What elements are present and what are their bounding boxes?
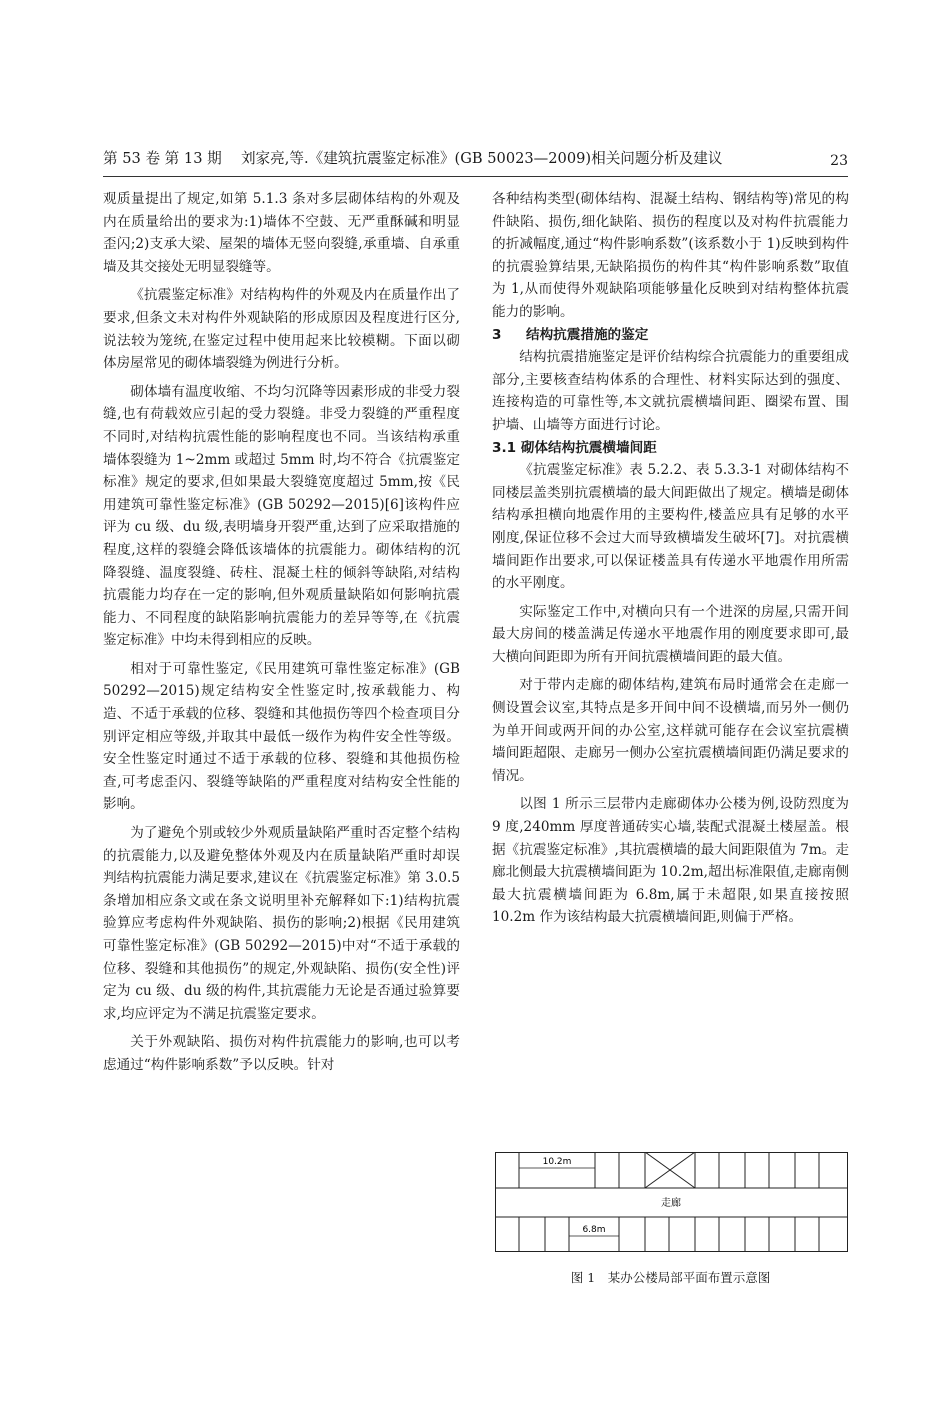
dimension-top-label: 10.2m xyxy=(542,1157,572,1167)
left-paragraph-1: 观质量提出了规定,如第 5.1.3 条对多层砌体结构的外观及内在质量给出的要求为:1)墙体不空鼓、无严重酥碱和明显歪闪;2)支承大梁、屋架的墙体无竖向裂缝,承重墙、自承重墙及其交接处无明显裂缝等。 xyxy=(103,191,460,275)
floor-plan-diagram xyxy=(495,1152,848,1252)
section-3-1-paragraph-3: 对于带内走廊的砌体结构,建筑布局时通常会在走廊一侧设置会议室,其特点是多开间中间不设横墙,而另外一侧仍为单开间或两开间的办公室,这样就可能存在会议室抗震横墙间距超限、走廊另一侧办公室抗震横墙间距仍满足要求的情况。 xyxy=(492,677,849,784)
section-3-paragraph: 结构抗震措施鉴定是评价结构综合抗震能力的重要组成部分,主要核查结构体系的合理性、材料实际达到的强度、连接构造的可靠性等,本文就抗震横墙间距、圈梁布置、围护墙、山墙等方面进行讨论。 xyxy=(492,349,849,433)
left-column xyxy=(103,188,460,1077)
journal-header-text: 第 53 卷 第 13 期 刘家亮,等.《建筑抗震鉴定标准》(GB 50023—2009)相关问题分析及建议 xyxy=(103,150,723,167)
section-3-number: 3 xyxy=(492,326,502,343)
section-3-1-paragraph-1: 《抗震鉴定标准》表 5.2.2、表 5.3.3-1 对砌体结构不同楼层盖类别抗震横墙的最大间距做出了规定。横墙是砌体结构承担横向地震作用的主要构件,楼盖应具有足够的水平刚度,保证位移不会过大而导致横墙发生破坏[7]。对抗震横墙间距作出要求,可以保证楼盖具有传递水平地震作用所需的水平刚度。 xyxy=(492,462,849,592)
page-number: 23 xyxy=(830,153,848,169)
corridor-label: 走廊 xyxy=(661,1198,681,1209)
right-paragraph-continuation: 各种结构类型(砌体结构、混凝土结构、钢结构等)常见的构件缺陷、损伤,细化缺陷、损伤的程度以及对构件抗震能力的折减幅度,通过“构件影响系数”(该系数小于 1)反映到构件的抗震验算结果,无缺陷损伤的构件其“构件影响系数”取值为 1,从而使得外观缺陷项能够量化反映到对结构整体抗震能力的影响。 xyxy=(492,191,849,320)
left-paragraph-4: 相对于可靠性鉴定,《民用建筑可靠性鉴定标准》(GB 50292—2015)规定结构安全性鉴定时,按承载能力、构造、不适于承载的位移、裂缝和其他损伤等四个检查项目分别评定相应等级,并取其中最低一级作为构件安全性等级。安全性鉴定时通过不适于承载的位移、裂缝和其他损伤检查,可考虑歪闪、裂缝等缺陷的严重程度对结构安全性能的影响。 xyxy=(103,660,460,813)
section-3-1-paragraph-4: 以图 1 所示三层带内走廊砌体办公楼为例,设防烈度为 9 度,240mm 厚度普通砖实心墙,装配式混凝土楼屋盖。根据《抗震鉴定标准》,其抗震横墙的最大间距限值为 7m。走廊北侧最大抗震横墙间距为 10.2m,超出标准限值,走廊南侧最大抗震横墙间距为 6.8m,属于未超限,如果直接按照 10.2m 作为该结构最大抗震横墙间距,则偏于严格。 xyxy=(492,796,849,926)
section-3-1-heading: 3.1 砌体结构抗震横墙间距 xyxy=(492,439,657,456)
header-rule xyxy=(103,176,848,177)
running-header xyxy=(103,146,848,172)
stair-cross-mark xyxy=(645,1152,695,1188)
right-column xyxy=(492,188,849,929)
section-3-heading xyxy=(492,324,849,347)
left-paragraph-3: 砌体墙有温度收缩、不均匀沉降等因素形成的非受力裂缝,也有荷载效应引起的受力裂缝。非受力裂缝的严重程度不同时,对结构抗震性能的影响程度也不同。当该结构承重墙体裂缝为 1~2mm 或超过 5mm 时,均不符合《抗震鉴定标准》规定的要求,但如果最大裂缝宽度超过 5mm,按《民用建筑可靠性鉴定标准》(GB 50292—2015)[6]该构件应评为 cu 级、du 级,表明墙身开裂严重,达到了应采取措施的程度,这样的裂缝会降低该墙体的抗震能力。砌体结构的沉降裂缝、温度裂缝、砖柱、混凝土柱的倾斜等缺陷,对结构抗震能力均存在一定的影响,但外观质量缺陷如何影响抗震能力、不同程度的缺陷影响抗震能力的差异等等,在《抗震鉴定标准》中均未得到相应的反映。 xyxy=(103,383,460,649)
figure-caption: 图 1 某办公楼局部平面布置示意图 xyxy=(570,1270,771,1285)
floor-plan-figure xyxy=(495,1152,848,1252)
left-paragraph-6: 关于外观缺陷、损伤对构件抗震能力的影响,也可以考虑通过“构件影响系数”予以反映。针对 xyxy=(103,1034,460,1073)
left-paragraph-2: 《抗震鉴定标准》对结构构件的外观及内在质量作出了要求,但条文未对构件外观缺陷的形成原因及程度进行区分,说法较为笼统,在鉴定过程中使用起来比较模糊。下面以砌体房屋常见的砌体墙裂缝为例进行分析。 xyxy=(103,287,460,372)
left-paragraph-5: 为了避免个别或较少外观质量缺陷严重时否定整个结构的抗震能力,以及避免整体外观及内在质量缺陷严重时却误判结构抗震能力满足要求,建议在《抗震鉴定标准》第 3.0.5 条增加相应条文或在条文说明里补充解释如下:1)结构抗震验算应考虑构件外观缺陷、损伤的影响;2)根据《民用建筑可靠性鉴定标准》(GB 50292—2015)中对“不适于承载的位移、裂缝和其他损伤”的规定,外观缺陷、损伤(安全性)评定为 cu 级、du 级的构件,其抗震能力无论是否通过验算要求,均应评定为不满足抗震鉴定要求。 xyxy=(103,825,460,1022)
section-3-1-paragraph-2: 实际鉴定工作中,对横向只有一个进深的房屋,只需开间最大房间的楼盖满足传递水平地震作用的刚度要求即可,最大横向间距即为所有开间抗震横墙间距的最大值。 xyxy=(492,603,849,665)
south-cross-walls xyxy=(519,1217,819,1252)
dimension-bottom-label: 6.8m xyxy=(582,1225,606,1235)
section-3-title: 结构抗震措施的鉴定 xyxy=(526,326,649,343)
